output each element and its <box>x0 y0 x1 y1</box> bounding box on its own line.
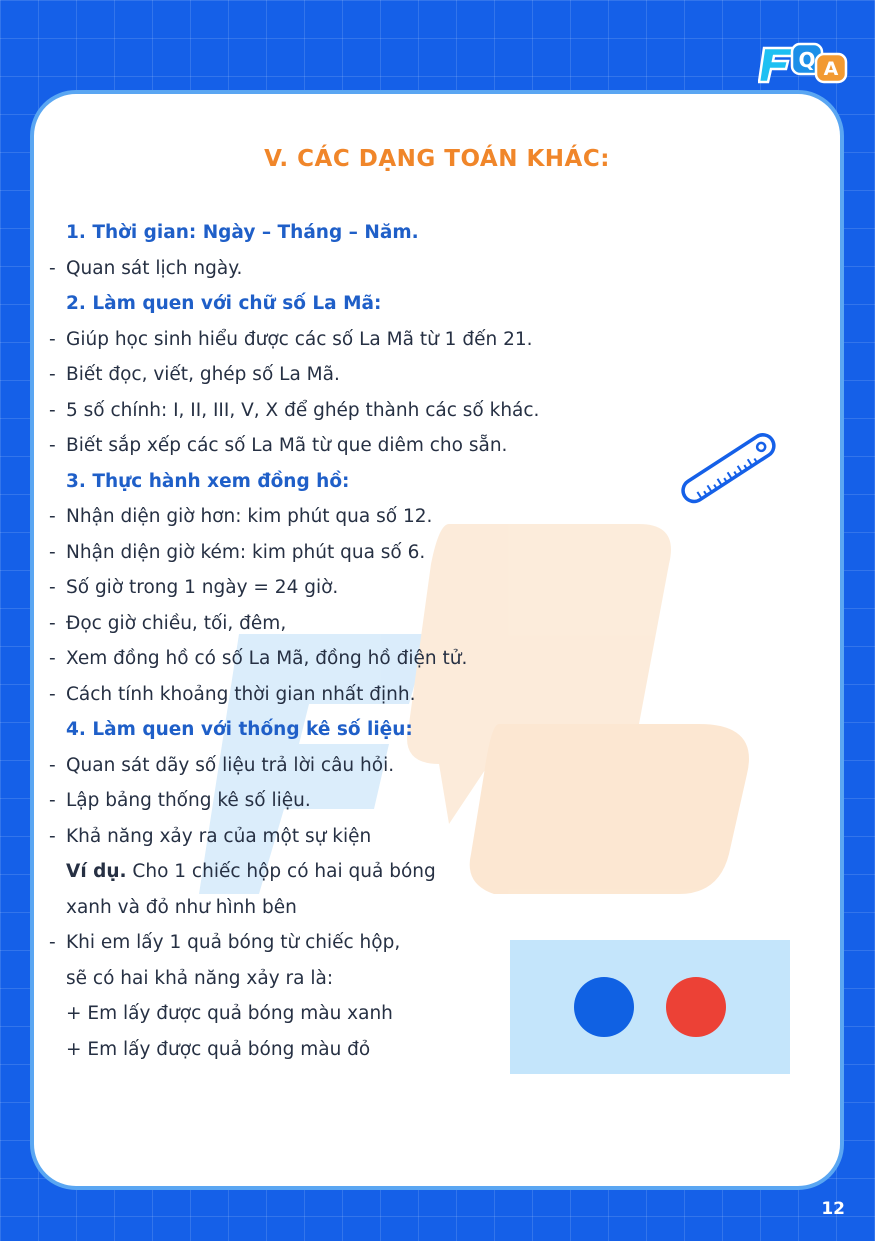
content-line <box>34 251 840 287</box>
bullet-dash: - <box>49 648 56 669</box>
bullet-dash: - <box>49 612 56 634</box>
content-line <box>34 322 840 358</box>
line-text: Cho 1 chiếc hộp có hai quả bóng <box>126 861 436 882</box>
content-line <box>34 570 840 606</box>
content-line <box>34 606 840 642</box>
line-text: 5 số chính: I, II, III, V, X để ghép thành các số khác. <box>66 399 540 421</box>
section-heading <box>34 712 840 748</box>
line-text: Lập bảng thống kê số liệu. <box>66 790 311 811</box>
line-text: 3. Thực hành xem đồng hồ: <box>66 470 350 492</box>
content-line <box>34 783 840 819</box>
bullet-dash: - <box>49 825 56 847</box>
line-text: Quan sát lịch ngày. <box>66 257 243 279</box>
line-text: Đọc giờ chiều, tối, đêm, <box>66 612 287 634</box>
content-line <box>34 890 840 926</box>
line-text: 4. Làm quen với thống kê số liệu: <box>66 719 413 740</box>
content-line <box>34 819 840 855</box>
bullet-dash: - <box>49 328 56 350</box>
line-text: Số giờ trong 1 ngày = 24 giờ. <box>66 577 339 598</box>
bullet-dash: - <box>49 257 56 279</box>
line-text: Cách tính khoảng thời gian nhất định. <box>66 683 416 705</box>
bullet-dash: - <box>49 790 56 811</box>
line-text: Nhận diện giờ hơn: kim phút qua số 12. <box>66 506 433 527</box>
red-ball <box>666 977 726 1037</box>
section-heading <box>34 215 840 251</box>
content-line <box>34 677 840 713</box>
bullet-dash: - <box>49 399 56 421</box>
line-text: Khả năng xảy ra của một sự kiện <box>66 825 372 847</box>
line-text: + Em lấy được quả bóng màu đỏ <box>66 1038 371 1060</box>
line-text: Xem đồng hồ có số La Mã, đồng hồ điện tử. <box>66 648 468 669</box>
example-label: Ví dụ. <box>66 861 127 882</box>
line-text: Khi em lấy 1 quả bóng từ chiếc hộp, <box>66 932 401 953</box>
content-line <box>34 854 840 890</box>
content-card <box>30 90 844 1190</box>
line-text: 2. Làm quen với chữ số La Mã: <box>66 293 382 314</box>
bullet-dash: - <box>49 541 56 563</box>
fqa-logo <box>758 38 850 86</box>
content-line <box>34 393 840 429</box>
content-line <box>34 748 840 784</box>
line-text: Biết sắp xếp các số La Mã từ que diêm cho sẵn. <box>66 435 508 456</box>
line-text: sẽ có hai khả năng xảy ra là: <box>66 967 334 989</box>
svg-text:A: A <box>823 58 839 80</box>
line-text: Nhận diện giờ kém: kim phút qua số 6. <box>66 541 426 563</box>
line-text: xanh và đỏ như hình bên <box>66 896 297 918</box>
section-heading <box>34 286 840 322</box>
line-text: + Em lấy được quả bóng màu xanh <box>66 1003 393 1024</box>
line-text: 1. Thời gian: Ngày – Tháng – Năm. <box>66 222 419 243</box>
bullet-dash: - <box>49 577 56 598</box>
bullet-dash: - <box>49 754 56 776</box>
line-text: Biết đọc, viết, ghép số La Mã. <box>66 364 340 385</box>
blue-ball <box>574 977 634 1037</box>
ruler-icon <box>674 424 784 514</box>
bullet-dash: - <box>49 932 56 953</box>
ball-box <box>510 940 790 1074</box>
bullet-dash: - <box>49 435 56 456</box>
bullet-dash: - <box>49 364 56 385</box>
content-line <box>34 357 840 393</box>
content-line <box>34 535 840 571</box>
page-number: 12 <box>821 1199 845 1219</box>
content-line <box>34 641 840 677</box>
svg-text:Q: Q <box>798 48 816 72</box>
bullet-dash: - <box>49 506 56 527</box>
section-title: V. CÁC DẠNG TOÁN KHÁC: <box>264 146 610 172</box>
line-text: Quan sát dãy số liệu trả lời câu hỏi. <box>66 754 395 776</box>
line-text: Giúp học sinh hiểu được các số La Mã từ 1 đến 21. <box>66 328 533 350</box>
bullet-dash: - <box>49 683 56 705</box>
